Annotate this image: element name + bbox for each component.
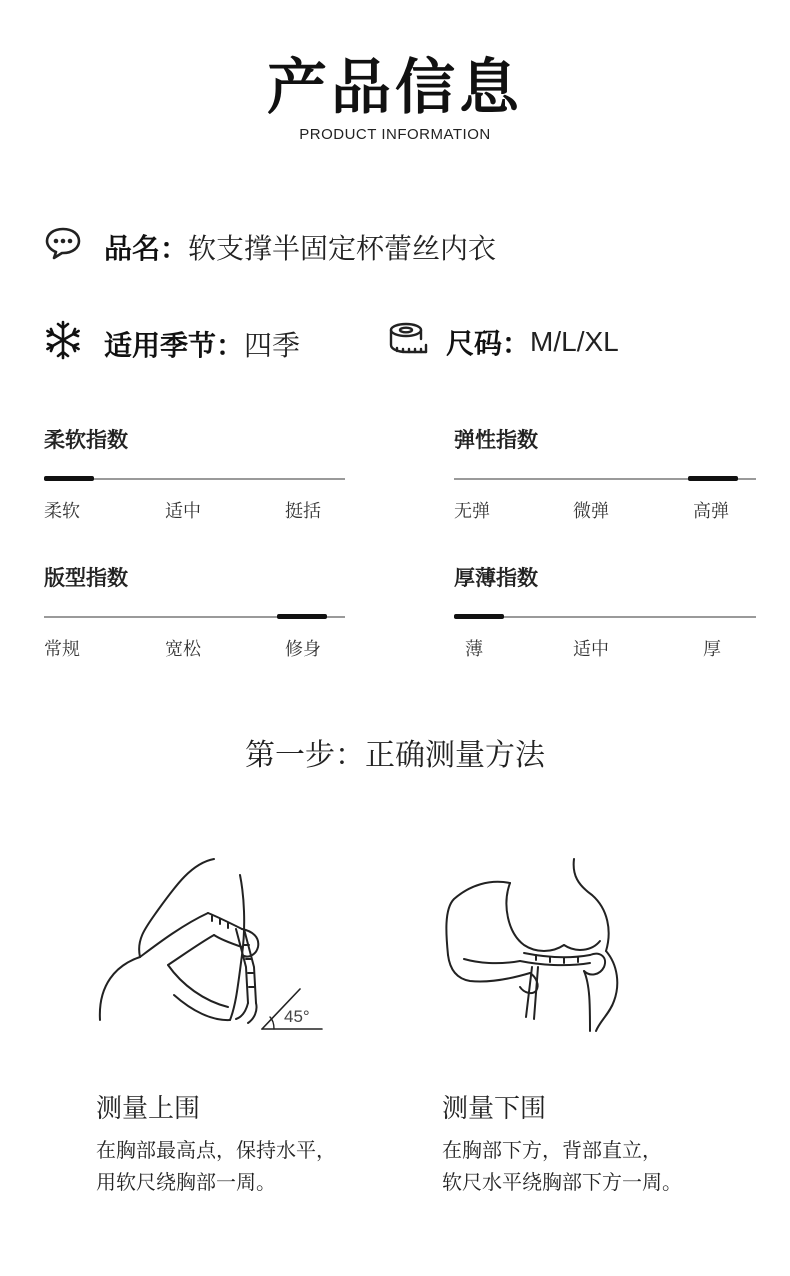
scale-label-mid: 适中 (165, 501, 201, 522)
measure-underbust-illustration (440, 855, 640, 1035)
page-subtitle: PRODUCT INFORMATION (299, 126, 491, 143)
scale-track (44, 478, 345, 480)
scale-title: 版型指数 (44, 566, 128, 590)
scale-title: 柔软指数 (44, 428, 128, 452)
chat-bubble-icon (44, 226, 82, 267)
scale-track (454, 616, 756, 618)
season-value: 四季 (244, 328, 301, 362)
measure-bust-desc-line: 用软尺绕胸部一周。 (96, 1170, 276, 1194)
scale-label-low: 无弹 (454, 501, 490, 522)
scale-softness (44, 424, 345, 521)
product-name-label: 品名： (104, 231, 189, 265)
size-label: 尺码： (446, 326, 531, 360)
scale-label-mid: 宽松 (165, 639, 201, 660)
scale-label-mid: 微弹 (573, 501, 609, 522)
scale-title: 厚薄指数 (454, 566, 538, 590)
measure-underbust-title: 测量下围 (442, 1094, 547, 1124)
scale-track (44, 616, 345, 618)
scale-label-high: 高弹 (693, 501, 729, 522)
step-title: 第一步：正确测量方法 (245, 738, 545, 773)
tape-measure-icon (386, 320, 428, 363)
scale-label-high: 修身 (285, 639, 321, 660)
snowflake-icon (44, 320, 82, 367)
measure-bust-title: 测量上围 (96, 1094, 201, 1124)
scale-label-low: 薄 (465, 639, 483, 660)
size-row (386, 320, 619, 363)
size-value: M/L/XL (530, 325, 619, 357)
page-title: 产品信息 (267, 53, 523, 123)
scale-track (454, 478, 756, 480)
scale-indicator (454, 614, 504, 619)
measure-underbust-desc (442, 1134, 682, 1198)
product-name-value: 软支撑半固定杯蕾丝内衣 (188, 231, 497, 265)
scale-label-mid: 适中 (573, 639, 609, 660)
season-label: 适用季节： (104, 328, 245, 362)
angle-label: 45° (284, 1007, 310, 1026)
measure-underbust-desc-line: 软尺水平绕胸部下方一周。 (442, 1170, 682, 1194)
scale-indicator (688, 476, 738, 481)
scale-title: 弹性指数 (454, 428, 538, 452)
scale-indicator (44, 476, 94, 481)
scale-elasticity (454, 424, 756, 521)
season-row (44, 320, 300, 367)
measure-underbust-desc-line: 在胸部下方，背部直立， (442, 1138, 662, 1162)
scale-indicator (277, 614, 327, 619)
measure-bust-illustration (96, 855, 336, 1035)
product-name-row (44, 226, 496, 267)
scale-thickness (454, 562, 756, 659)
scale-label-low: 柔软 (44, 501, 80, 522)
scale-fit (44, 562, 345, 659)
scale-label-low: 常规 (44, 639, 80, 660)
measure-bust-desc (96, 1134, 336, 1198)
scale-label-high: 厚 (703, 639, 721, 660)
scale-label-high: 挺括 (285, 501, 321, 522)
measure-bust-desc-line: 在胸部最高点，保持水平， (96, 1138, 336, 1162)
